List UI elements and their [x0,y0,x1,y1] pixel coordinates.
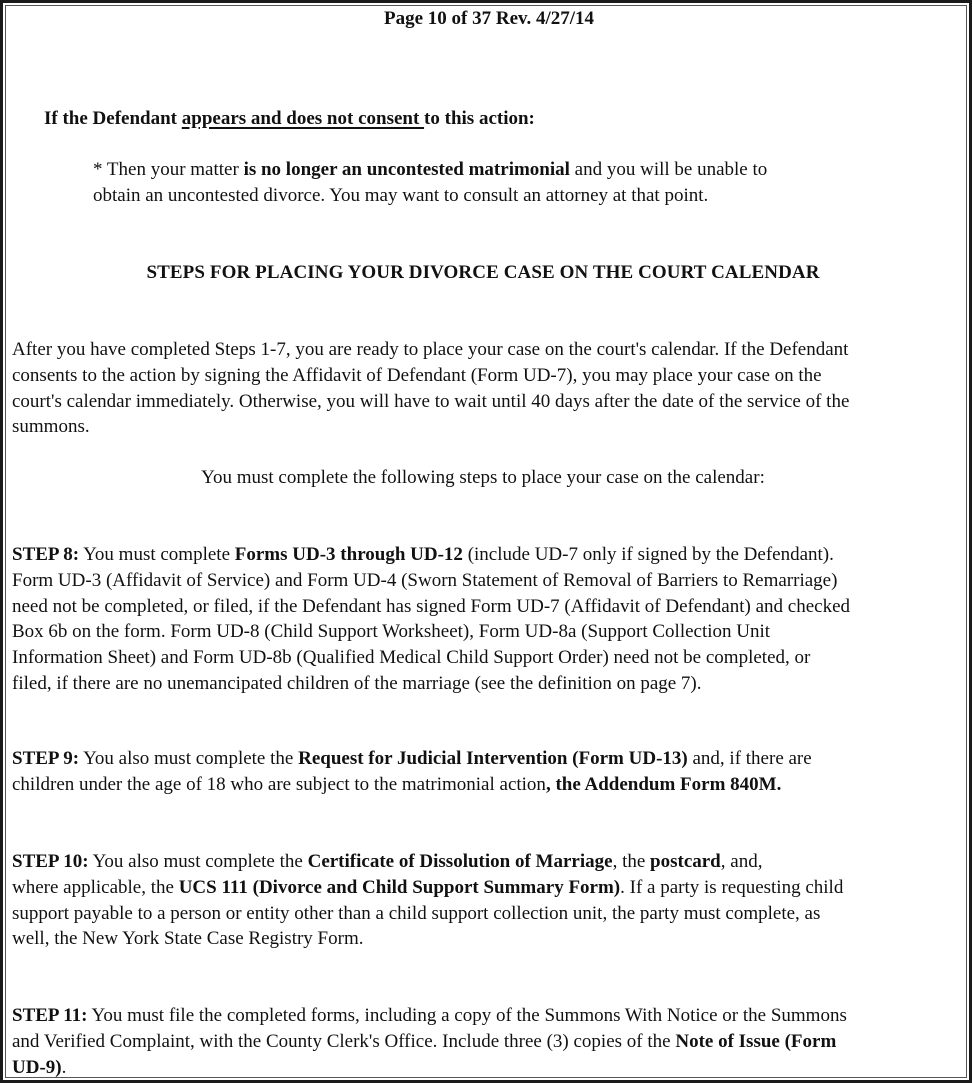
step-8-line: need not be completed, or filed, if the Defendant has signed Form UD-7 (Affidavit of Defendant) and checked [12,595,851,617]
step-label: STEP 11: [12,1005,88,1026]
page-header: Page 10 of 37 Rev. 4/27/14 [383,8,595,29]
intro-line: summons. [12,416,90,438]
intro-line: After you have completed Steps 1-7, you are ready to place your case on the court's calendar. If the Defendant [12,339,849,360]
step-11-line-3 [12,1055,972,1081]
step-text: and Verified Complaint, with the County Clerk's Office. Include three (3) copies of the [12,1030,676,1052]
step-text: . [61,1056,67,1078]
note-text: and you will be unable to [569,159,768,180]
step-emphasis: Certificate of Dissolution of Marriage [307,851,613,872]
step-text: where applicable, the [12,876,179,898]
step-11-line-2 [12,1029,972,1055]
step-text: , the [612,851,651,872]
note-line-2: obtain an uncontested divorce. You may want to consult an attorney at that point. [93,184,709,206]
note-emphasis: is no longer an uncontested matrimonial [243,159,570,180]
step-label: STEP 10: [12,851,89,872]
note-line-1 [93,157,893,183]
intro-line: consents to the action by signing the Affidavit of Defendant (Form UD-7), you may place your case on the [12,364,822,386]
intro-paragraph [12,337,972,440]
step-8-line: Form UD-3 (Affidavit of Service) and Form UD-4 (Sworn Statement of Removal of Barriers to Remarriage) [12,569,838,591]
intro-line: court's calendar immediately. Otherwise, you will have to wait until 40 days after the date of the service of the [12,390,850,412]
step-emphasis: Note of Issue (Form [675,1030,837,1052]
step-11 [12,1003,972,1080]
step-text: You also must complete the [88,851,308,872]
section-heading: STEPS FOR PLACING YOUR DIVORCE CASE ON THE COURT CALENDAR [146,262,820,283]
step-8-line: Box 6b on the form. Form UD-8 (Child Support Worksheet), Form UD-8a (Support Collection Unit [12,621,771,643]
condition-suffix: to this action: [424,108,535,129]
step-9-line-1 [12,746,972,772]
step-text: (include UD-7 only if signed by the Defendant). [462,544,834,565]
step-text: You must file the completed forms, including a copy of the Summons With Notice or the Summons [87,1005,847,1026]
step-text: You must complete [79,544,235,565]
step-emphasis: , the Addendum Form 840M. [545,773,782,795]
step-emphasis: UCS 111 (Divorce and Child Support Summary Form) [178,876,621,898]
condition-statement [44,106,535,132]
uncontested-note [93,157,893,209]
step-8-line-1 [12,542,972,568]
step-text: , and, [720,851,763,872]
step-emphasis: Forms UD-3 through UD-12 [234,544,463,565]
step-label: STEP 9: [12,748,80,769]
step-11-line-1 [12,1003,972,1029]
instruction-line: You must complete the following steps to place your case on the calendar: [201,467,765,488]
step-9-line-2 [12,772,972,798]
condition-prefix: If the Defendant [44,108,182,129]
step-8-line: filed, if there are no unemancipated children of the marriage (see the definition on page 7). [12,672,702,694]
step-10-line: well, the New York State Case Registry Form. [12,928,364,950]
step-text: . If a party is requesting child [620,876,844,898]
condition-underlined: appears and does not consent [181,108,425,129]
step-label: STEP 8: [12,544,80,565]
step-9 [12,746,972,798]
step-10-line-2 [12,875,972,901]
step-text: and, if there are [687,748,812,769]
step-emphasis: UD-9) [12,1056,62,1078]
note-text: * Then your matter [93,159,244,180]
step-text: children under the age of 18 who are subject to the matrimonial action [12,773,546,795]
step-10-line-1 [12,849,972,875]
step-8-line: Information Sheet) and Form UD-8b (Qualified Medical Child Support Order) need not be completed, or [12,647,811,669]
step-text: You also must complete the [79,748,299,769]
step-10-line: support payable to a person or entity other than a child support collection unit, the party must complete, as [12,902,821,924]
step-emphasis: Request for Judicial Intervention (Form UD-13) [298,748,688,769]
step-8 [12,542,972,697]
step-10 [12,849,972,952]
step-emphasis: postcard [650,851,721,872]
